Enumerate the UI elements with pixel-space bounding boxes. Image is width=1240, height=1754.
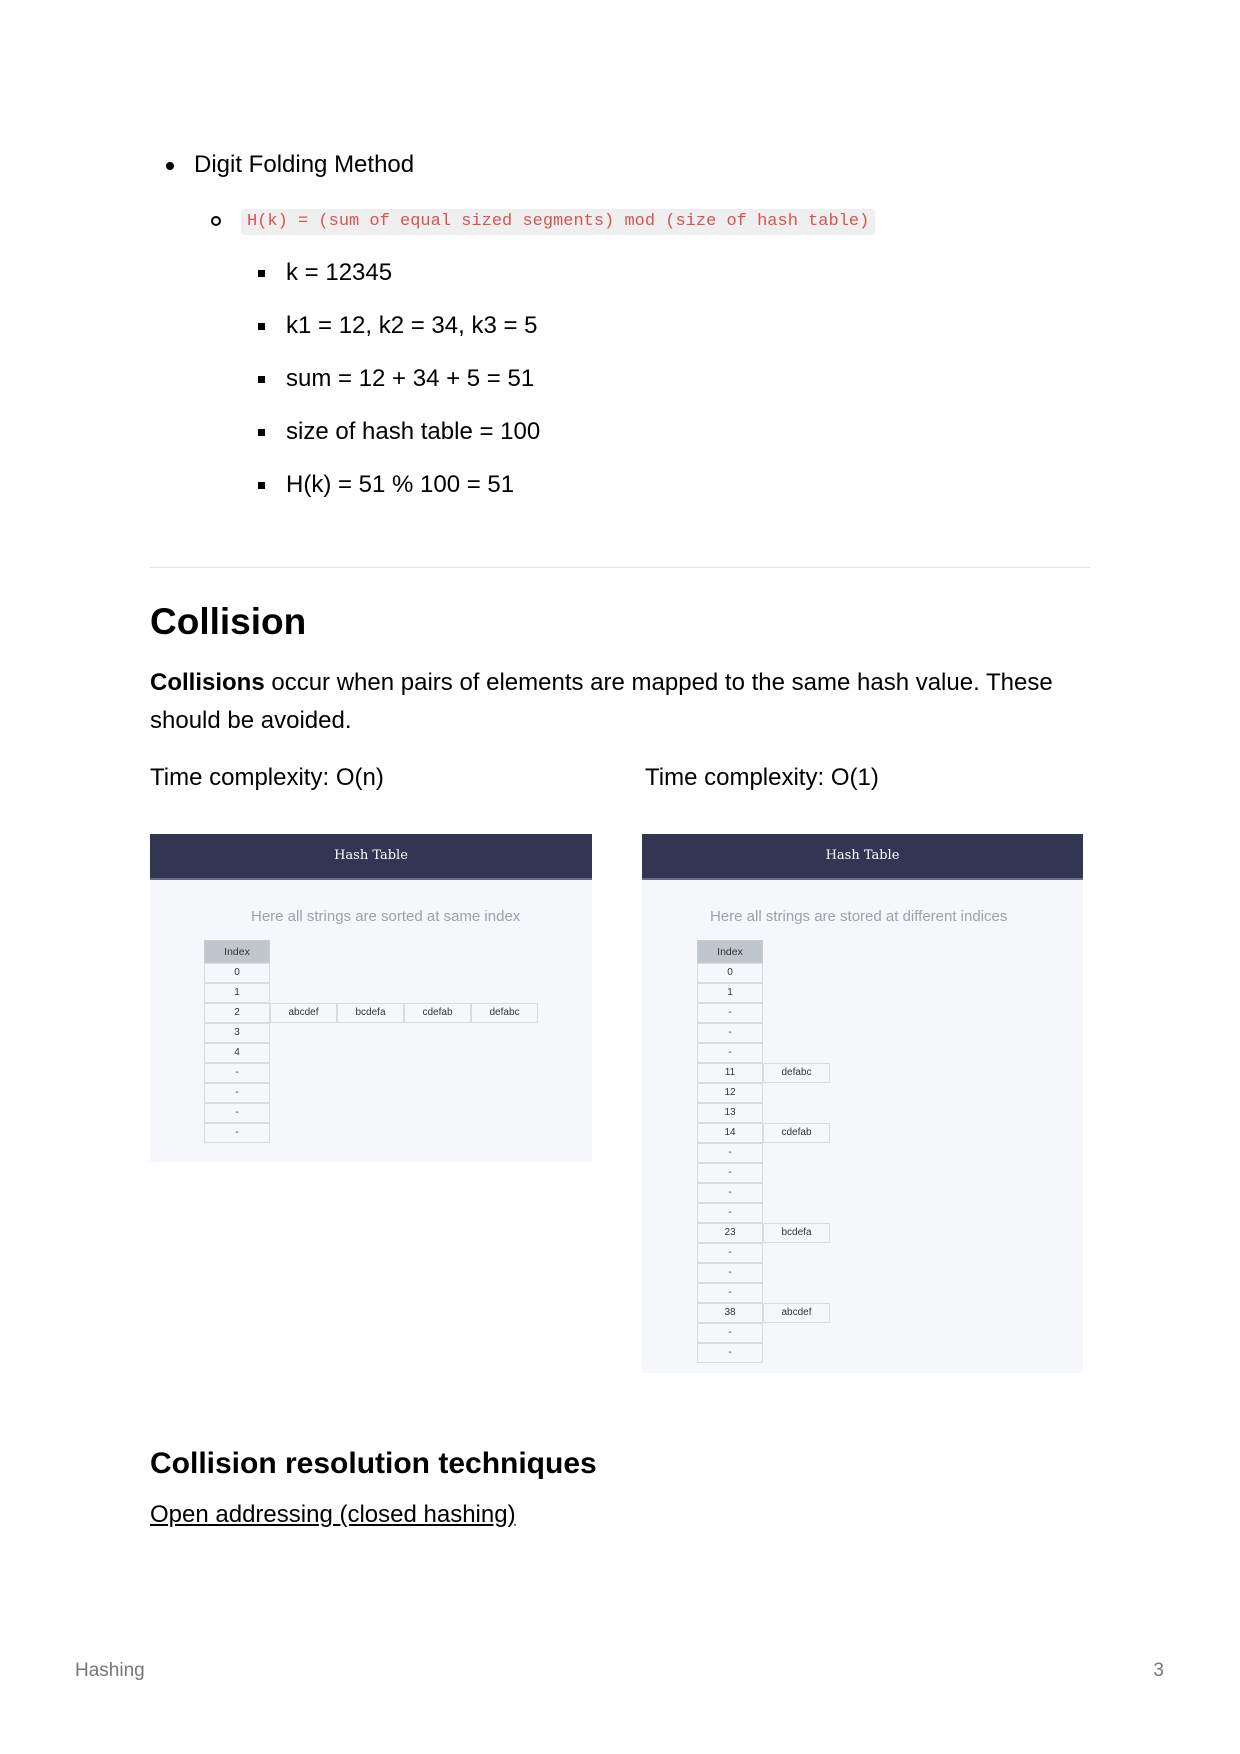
index-header: Index	[204, 940, 270, 963]
horizontal-divider	[150, 567, 1090, 568]
index-cell: -	[697, 1183, 763, 1203]
index-cell: -	[697, 1163, 763, 1183]
section-heading-resolution: Collision resolution techniques	[150, 1447, 597, 1480]
diagram-caption: Here all strings are stored at different indices	[710, 908, 1008, 925]
index-cell: -	[204, 1123, 270, 1143]
index-cell: 1	[697, 983, 763, 1003]
index-cell: 4	[204, 1043, 270, 1063]
bullet-square-icon	[258, 376, 265, 383]
stored-value-cell: defabc	[763, 1063, 830, 1083]
list-item-formula	[211, 209, 875, 235]
chained-value-cell: cdefab	[404, 1003, 471, 1023]
list-item-step	[258, 417, 540, 470]
bullet-square-icon	[258, 429, 265, 436]
index-cell: 2	[204, 1003, 270, 1023]
bullet-square-icon	[258, 482, 265, 489]
step-text: size of hash table = 100	[286, 418, 541, 445]
index-cell: 1	[204, 983, 270, 1003]
index-cell: -	[697, 1003, 763, 1023]
index-cell: -	[697, 1243, 763, 1263]
footer-title: Hashing	[75, 1660, 145, 1681]
index-cell: -	[204, 1083, 270, 1103]
index-cell: -	[697, 1043, 763, 1063]
section-heading-collision: Collision	[150, 601, 307, 642]
page-number: 3	[1153, 1660, 1164, 1681]
step-text: H(k) = 51 % 100 = 51	[286, 471, 515, 498]
list-item-step	[258, 258, 540, 311]
bullet-list	[166, 150, 414, 180]
chained-value-cell: bcdefa	[337, 1003, 404, 1023]
step-text: k1 = 12, k2 = 34, k3 = 5	[286, 312, 538, 339]
sub-bullet-list	[211, 209, 875, 235]
index-cell: 38	[697, 1303, 763, 1323]
index-cell: -	[697, 1283, 763, 1303]
diagram-caption: Here all strings are sorted at same index	[251, 908, 521, 925]
example-steps-list	[258, 258, 540, 523]
chained-value-cell: defabc	[471, 1003, 538, 1023]
index-cell: -	[697, 1263, 763, 1283]
step-text: k = 12345	[286, 259, 393, 286]
time-complexity-right: Time complexity: O(1)	[645, 764, 879, 791]
index-cell: 23	[697, 1223, 763, 1243]
time-complexity-left: Time complexity: O(n)	[150, 764, 384, 791]
stored-value-cell: bcdefa	[763, 1223, 830, 1243]
index-cell: 12	[697, 1083, 763, 1103]
index-cell: -	[697, 1323, 763, 1343]
stored-value-cell: cdefab	[763, 1123, 830, 1143]
list-item-step	[258, 364, 540, 417]
index-cell: -	[697, 1343, 763, 1363]
list-item-label: Digit Folding Method	[194, 151, 415, 178]
open-addressing-link[interactable]: Open addressing (closed hashing)	[150, 1501, 516, 1528]
bullet-square-icon	[258, 323, 265, 330]
hash-table-diagram-left	[150, 834, 592, 1162]
collision-description-text: occur when pairs of elements are mapped to the same hash value. These should be avoided.	[150, 669, 1053, 734]
index-cell: 3	[204, 1023, 270, 1043]
list-item-digit-folding	[166, 150, 414, 180]
formula-code: H(k) = (sum of equal sized segments) mod (size of hash table)	[241, 209, 875, 235]
index-cell: 0	[204, 963, 270, 983]
index-cell: -	[204, 1103, 270, 1123]
index-cell: -	[697, 1203, 763, 1223]
index-header: Index	[697, 940, 763, 963]
collision-description	[150, 664, 1090, 740]
index-cell: 14	[697, 1123, 763, 1143]
chained-value-cell: abcdef	[270, 1003, 337, 1023]
index-cell: 13	[697, 1103, 763, 1123]
hash-table-diagram-right	[642, 834, 1083, 1373]
bullet-square-icon	[258, 270, 265, 277]
list-item-step	[258, 470, 540, 523]
index-cell: -	[697, 1023, 763, 1043]
hash-table-title: Hash Table	[642, 834, 1083, 880]
step-text: sum = 12 + 34 + 5 = 51	[286, 365, 535, 392]
list-item-step	[258, 311, 540, 364]
index-cell: 0	[697, 963, 763, 983]
index-cell: -	[697, 1143, 763, 1163]
hash-table-title: Hash Table	[150, 834, 592, 880]
bullet-circle-icon	[211, 216, 221, 226]
stored-value-cell: abcdef	[763, 1303, 830, 1323]
index-cell: -	[204, 1063, 270, 1083]
index-cell: 11	[697, 1063, 763, 1083]
bullet-disc-icon	[166, 162, 174, 170]
collisions-term: Collisions	[150, 669, 265, 696]
